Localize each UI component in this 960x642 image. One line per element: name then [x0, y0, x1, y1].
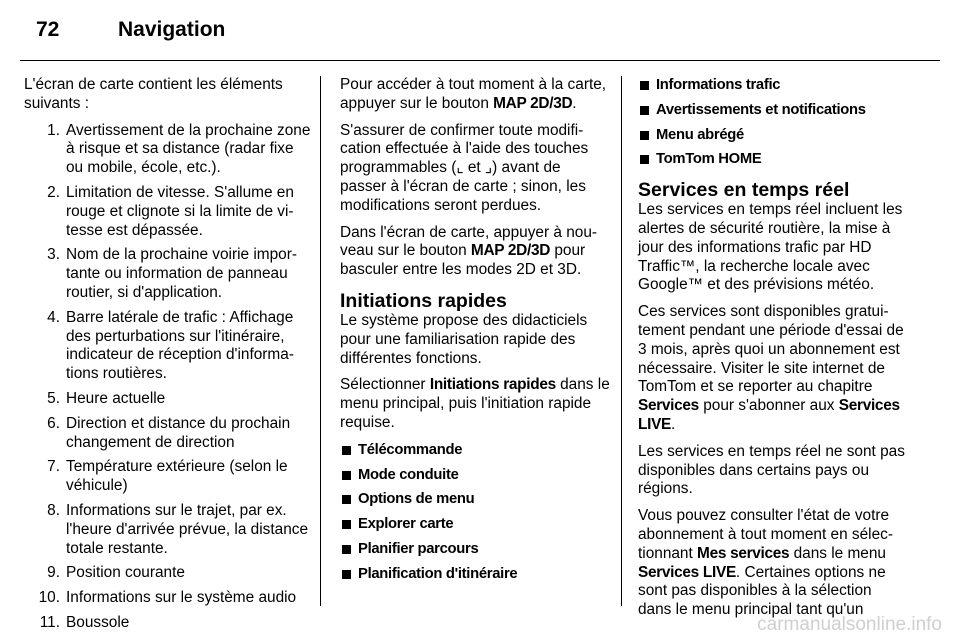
list-item: [24, 458, 312, 496]
list-item-text: Température extérieure (selon le véhicule): [66, 458, 288, 495]
list-item-text: Informations sur le système audio: [66, 589, 297, 607]
bullet-square-icon: [342, 570, 351, 579]
heading-services-temps-reel: Services en temps réel: [638, 179, 850, 202]
bullet-item: [340, 565, 610, 584]
list-item-text: Barre latérale de trafic : Affichage des perturbations sur l'itinéraire, indicateur de réception d'informations routières.: [66, 308, 294, 383]
paragraph-switch-modes: Dans l'écran de carte, appuyer à nouveau sur le bouton MAP 2D/3D pour basculer entre les modes 2D et 3D.: [340, 223, 598, 279]
map-elements-list: [24, 122, 312, 633]
heading-initiations-rapides: Initiations rapides: [340, 289, 507, 312]
bullet-square-icon: [342, 520, 351, 529]
bullet-text: Planification d'itinéraire: [358, 565, 518, 582]
bullet-square-icon: [640, 106, 649, 115]
bullet-item: [340, 490, 610, 509]
list-item-number: 3.: [47, 246, 60, 264]
paragraph-confirm-changes: S'assurer de confirmer toute modification effectuée à l'aide des touches programmables (⌞ et ⌟) avant de passer à l'écran de carte ; sinon, les modifications seront perdues.: [340, 121, 589, 214]
watermark: carmanualsonline.info: [757, 614, 942, 635]
list-item-number: 11.: [39, 613, 60, 631]
bullet-text: Planifier parcours: [358, 540, 479, 557]
list-item: [24, 246, 312, 302]
paragraph-services-intro: Les services en temps réel incluent les alertes de sécurité routière, la mise à jour des informations trafic par HD Traffic™, la recherche locale avec Google™ et des prévisions météo.: [638, 201, 903, 294]
list-item-number: 5.: [47, 389, 60, 407]
list-item-number: 7.: [47, 458, 60, 476]
bullet-text: Options de menu: [358, 491, 475, 508]
paragraph-access-map: Pour accéder à tout moment à la carte, appuyer sur le bouton MAP 2D/3D.: [340, 76, 607, 112]
bullet-item: [638, 150, 908, 169]
list-item-number: 8.: [47, 501, 60, 519]
page-header: [36, 18, 225, 42]
list-item: [24, 390, 312, 409]
list-item-number: 6.: [47, 414, 60, 432]
list-item-text: Informations sur le trajet, par ex. l'heure d'arrivée prévue, la distance totale restante.: [66, 501, 309, 557]
list-item-text: Heure actuelle: [66, 389, 166, 407]
bullet-item: [638, 101, 908, 120]
column-3: [638, 76, 908, 628]
column-divider-right: [621, 76, 622, 606]
menu-name-initiations-rapides: Initiations rapides: [429, 376, 556, 394]
button-name-map-2d3d-2: MAP 2D/3D: [470, 242, 551, 260]
bullet-text: Avertissements et notifications: [656, 101, 866, 118]
list-item: [24, 564, 312, 583]
bullet-square-icon: [640, 81, 649, 90]
column-2: [340, 76, 610, 590]
bullet-square-icon: [342, 545, 351, 554]
header-divider: [20, 60, 940, 61]
bullet-item: [340, 515, 610, 534]
bullet-square-icon: [342, 495, 351, 504]
tutorial-list: [340, 441, 610, 584]
list-item: [24, 309, 312, 384]
bullet-item: [638, 126, 908, 145]
bullet-square-icon: [342, 446, 351, 455]
list-item-number: 9.: [47, 564, 60, 582]
bullet-text: Menu abrégé: [656, 126, 744, 143]
page-number: 72: [36, 18, 60, 41]
list-item-text: Limitation de vitesse. S'allume en rouge et clignote si la limite de vitesse est dépassée.: [66, 183, 294, 239]
bullet-square-icon: [640, 155, 649, 164]
bullet-text: TomTom HOME: [656, 151, 762, 168]
paragraph-tutorials: Le système propose des didacticiels pour une familiarisation rapide des différentes fonctions.: [340, 311, 588, 367]
paragraph-subscription: Ces services sont disponibles gratuitement pendant une période d'essai de 3 mois, après quoi un abonnement est nécessaire. Visiter le site internet de TomTom et se reporter au chapitre Services pour s'abonner aux Services LIVE.: [638, 303, 904, 433]
section-title: Navigation: [118, 18, 226, 41]
bullet-item: [340, 466, 610, 485]
bullet-item: [638, 76, 908, 95]
bullet-text: Mode conduite: [358, 466, 459, 483]
paragraph-availability: Les services en temps réel ne sont pas disponibles dans certains pays ou régions.: [638, 442, 905, 498]
list-item-text: Direction et distance du prochain changement de direction: [66, 414, 291, 451]
paragraph-subscription-status: Vous pouvez consulter l'état de votre abonnement à tout moment en sélectionnant Mes services dans le menu Services LIVE. Certaines options ne sont pas disponibles à la sélection dans le menu principal tant qu'un: [638, 507, 893, 619]
list-item-text: Nom de la prochaine voirie importante ou information de panneau routier, si d'application.: [66, 246, 297, 301]
list-item-number: 4.: [47, 308, 60, 326]
list-item-text: Position courante: [66, 564, 185, 582]
column-divider-left: [320, 76, 321, 606]
list-item-number: 1.: [47, 121, 60, 139]
list-item: [24, 589, 312, 608]
list-item-text: Avertissement de la prochaine zone à risque et sa distance (radar fixe ou mobile, école, etc.).: [66, 121, 311, 177]
bullet-item: [340, 540, 610, 559]
list-item: [24, 502, 312, 558]
intro-paragraph: L'écran de carte contient les éléments suivants :: [24, 76, 283, 112]
bullet-item: [340, 441, 610, 460]
list-item-number: 2.: [47, 183, 60, 201]
paragraph-select-tutorial: Sélectionner Initiations rapides dans le menu principal, puis l'initiation rapide requise.: [340, 376, 610, 431]
list-item: [24, 184, 312, 240]
list-item: [24, 122, 312, 178]
list-item: [24, 415, 312, 453]
column-1: [24, 76, 312, 639]
tutorial-list-continued: [638, 76, 908, 169]
list-item-number: 10.: [38, 589, 60, 607]
bullet-square-icon: [640, 131, 649, 140]
list-item-text: Boussole: [66, 613, 130, 631]
bullet-text: Télécommande: [358, 441, 463, 458]
button-name-map-2d3d: MAP 2D/3D: [493, 94, 573, 112]
bullet-text: Explorer carte: [358, 516, 454, 533]
bullet-text: Informations trafic: [656, 77, 781, 93]
bullet-square-icon: [342, 471, 351, 480]
list-item: [24, 614, 312, 633]
